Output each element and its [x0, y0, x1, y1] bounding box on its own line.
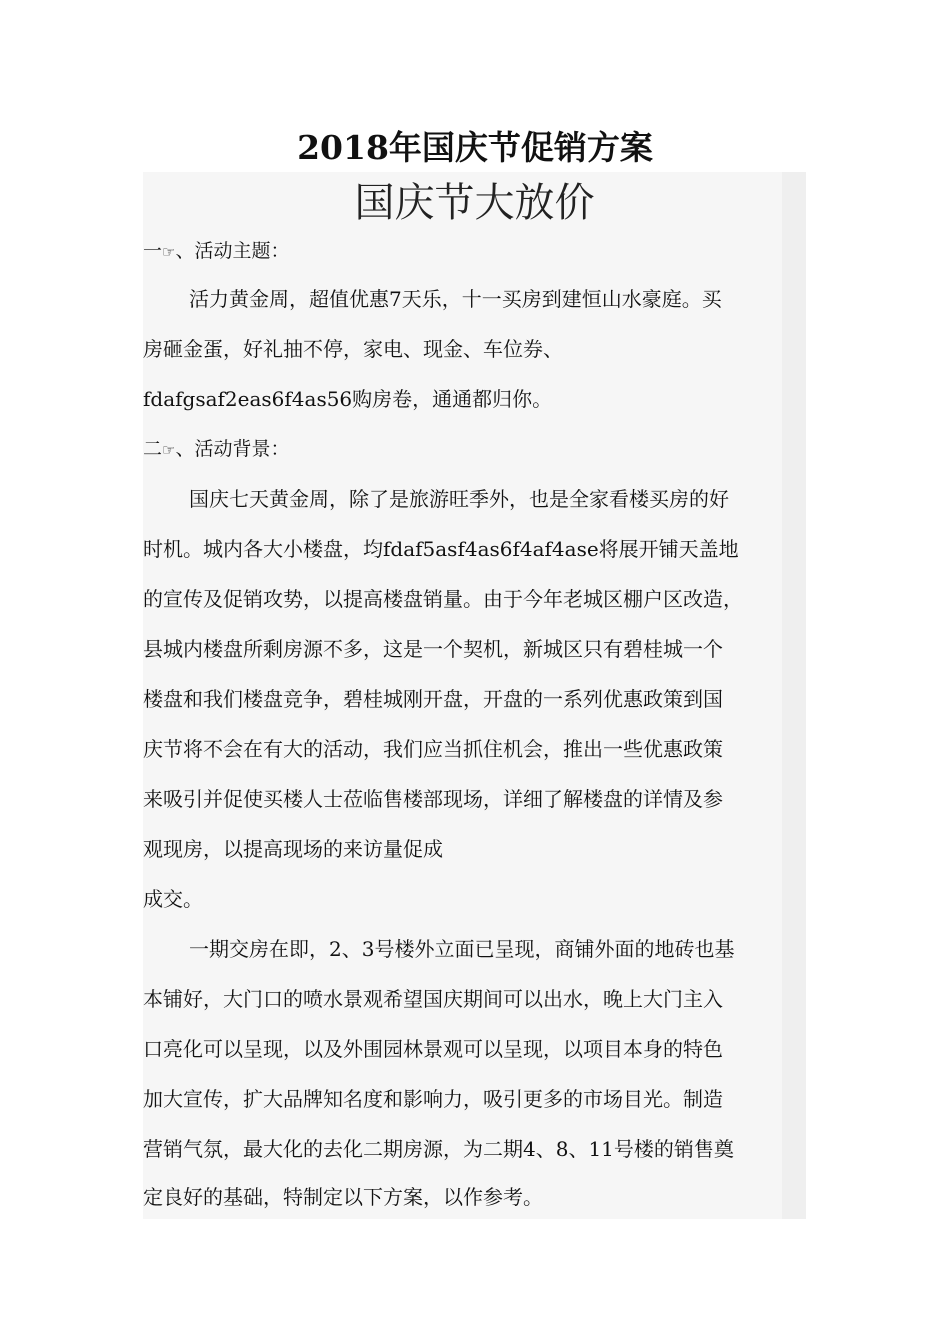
pointing-hand-icon: ☞: [162, 441, 176, 459]
paragraph-line: 房砸金蛋，好礼抽不停，家电、现金、车位券、: [143, 337, 563, 361]
panel-shade: [782, 172, 806, 1219]
paragraph-line: 活力黄金周，超值优惠7天乐，十一买房到建恒山水豪庭。买: [189, 287, 722, 311]
paragraph-line: 楼盘和我们楼盘竞争，碧桂城刚开盘，开盘的一系列优惠政策到国: [143, 687, 723, 711]
section-heading-text: 、活动背景：: [175, 438, 290, 460]
section-heading-background: [143, 434, 289, 465]
paragraph-line: 营销气氛，最大化的去化二期房源，为二期4、8、11号楼的销售奠: [143, 1137, 734, 1161]
paragraph-line: 的宣传及促销攻势，以提高楼盘销量。由于今年老城区棚户区改造，: [143, 587, 743, 611]
paragraph-line: 国庆七天黄金周，除了是旅游旺季外，也是全家看楼买房的好: [189, 487, 729, 511]
paragraph-line: 观现房，以提高现场的来访量促成: [143, 837, 443, 861]
paragraph-line: 一期交房在即，2、3号楼外立面已呈现，商铺外面的地砖也基: [189, 937, 735, 961]
paragraph-line: 县城内楼盘所剩房源不多，这是一个契机，新城区只有碧桂城一个: [143, 637, 723, 661]
paragraph-line: 定良好的基础，特制定以下方案，以作参考。: [143, 1185, 543, 1209]
section-heading-text: 、活动主题：: [175, 240, 290, 262]
document-title: 2018年国庆节促销方案: [297, 128, 653, 167]
paragraph-line: 时机。城内各大小楼盘，均fdaf5asf4as6f4af4ase将展开铺天盖地: [143, 537, 739, 561]
section-number: 二: [143, 438, 163, 460]
paragraph-line: 成交。: [143, 887, 203, 911]
paragraph-line: fdafgsaf2eas6f4as56购房卷，通通都归你。: [143, 387, 553, 411]
content-panel: [143, 172, 806, 1219]
section-number: 一: [143, 240, 163, 262]
section-heading-theme: [143, 236, 289, 267]
pointing-hand-icon: ☞: [162, 243, 176, 261]
paragraph-line: 加大宣传，扩大品牌知名度和影响力，吸引更多的市场目光。制造: [143, 1087, 723, 1111]
paragraph-line: 口亮化可以呈现，以及外围园林景观可以呈现，以项目本身的特色: [143, 1037, 723, 1061]
paragraph-line: 本铺好，大门口的喷水景观希望国庆期间可以出水，晚上大门主入: [143, 987, 723, 1011]
banner-title: 国庆节大放价: [354, 180, 595, 226]
paragraph-line: 庆节将不会在有大的活动，我们应当抓住机会，推出一些优惠政策: [143, 737, 723, 761]
paragraph-line: 来吸引并促使买楼人士莅临售楼部现场，详细了解楼盘的详情及参: [143, 787, 723, 811]
